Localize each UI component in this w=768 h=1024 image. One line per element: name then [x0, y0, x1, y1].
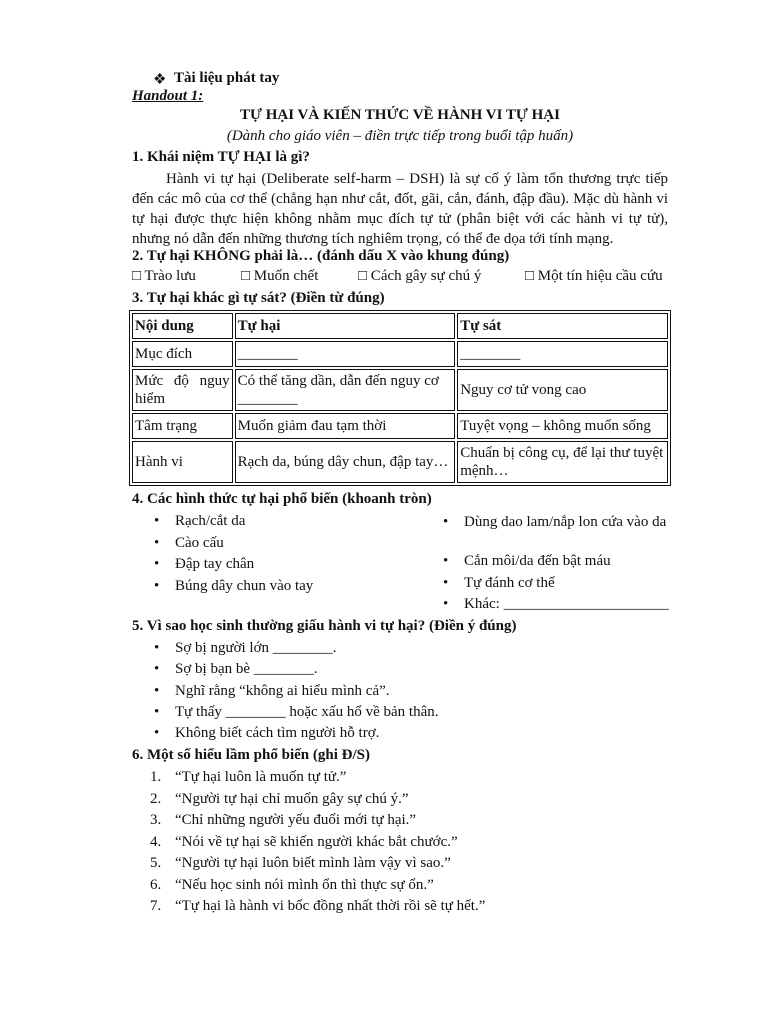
section-5-heading: 5. Vì sao học sinh thường giấu hành vi tự hại? (Điền ý đúng): [132, 618, 517, 634]
table-cell: Chuẩn bị công cụ, để lại thư tuyệt mệnh…: [457, 441, 668, 483]
handout-number: Handout 1:: [132, 88, 204, 104]
checkbox-option[interactable]: □ Cách gây sự chú ý: [358, 268, 482, 284]
table-cell: Rạch da, búng dây chun, đập tay…: [235, 441, 456, 483]
table-header-cell: Tự hại: [235, 313, 456, 339]
bullet-icon: •: [443, 575, 449, 591]
table-cell: ________: [457, 341, 668, 367]
checkbox-option[interactable]: □ Trào lưu: [132, 268, 196, 284]
section-2-options: [132, 268, 672, 288]
numbered-item: 4. “Nói về tự hại sẽ khiến người khác bắt chước.”: [150, 834, 458, 850]
table-cell: Mức độ nguy hiểm: [132, 369, 233, 411]
checkbox-option[interactable]: □ Muốn chết: [241, 268, 319, 284]
list-item: • Tự đánh cơ thể: [443, 575, 555, 591]
section-6-heading: 6. Một số hiểu lầm phổ biến (ghi Đ/S): [132, 747, 370, 763]
bullet-icon: •: [154, 683, 160, 699]
table-row: [132, 341, 668, 367]
bullet-icon: •: [443, 553, 449, 569]
table-header-cell: Tự sát: [457, 313, 668, 339]
table-header-cell: Nội dung: [132, 313, 233, 339]
list-item: • Búng dây chun vào tay: [154, 578, 314, 594]
list-item: • Cắn môi/da đến bật máu: [443, 553, 611, 569]
numbered-item: 3. “Chỉ những người yếu đuối mới tự hại.”: [150, 812, 417, 828]
list-item: • Tự thấy ________ hoặc xấu hổ về bản thân.: [154, 704, 439, 720]
document-title: TỰ HẠI VÀ KIẾN THỨC VỀ HÀNH VI TỰ HẠI: [240, 107, 560, 123]
bullet-icon: •: [154, 513, 160, 529]
table-cell: Có thể tăng dần, dẫn đến nguy cơ ________: [235, 369, 456, 411]
section-1-body: Hành vi tự hại (Deliberate self-harm – DSH) là sự cố ý làm tổn thương trực tiếp đến các mô của cơ thể (chẳng hạn như cắt, đốt, gãi, cắn, đánh, đập đầu). Mặc dù hành vi tự hại được thực hiện không nhằm mục đích tự tử (phân biệt với các hành vi tự tử), nhưng nó dẫn đến những thương tích nghiêm trọng, có thể đe dọa tới tính mạng.: [132, 171, 668, 247]
list-item: • Khác: ______________________: [443, 596, 669, 612]
bullet-icon: •: [154, 725, 160, 741]
numbered-item: 5. “Người tự hại luôn biết mình làm vậy vì sao.”: [150, 855, 451, 871]
bullet-icon: •: [154, 578, 160, 594]
list-item: • Dùng dao lam/nắp lon cứa vào da: [443, 514, 667, 530]
list-item: • Đập tay chân: [154, 556, 255, 572]
bullet-icon: •: [154, 556, 160, 572]
table-row: [132, 369, 668, 411]
numbered-item: 2. “Người tự hại chỉ muốn gây sự chú ý.”: [150, 791, 409, 807]
list-item: • Không biết cách tìm người hỗ trợ.: [154, 725, 380, 741]
bullet-icon: •: [154, 640, 160, 656]
list-item: • Nghĩ rằng “không ai hiểu mình cả”.: [154, 683, 390, 699]
table-cell: Muốn giảm đau tạm thời: [235, 413, 456, 439]
table-row: [132, 413, 668, 439]
table-cell: Nguy cơ tử vong cao: [457, 369, 668, 411]
table-cell: Tâm trạng: [132, 413, 233, 439]
table-cell: Mục đích: [132, 341, 233, 367]
numbered-item: 6. “Nếu học sinh nói mình ổn thì thực sự ổn.”: [150, 877, 434, 893]
bullet-icon: •: [154, 661, 160, 677]
comparison-table: [129, 310, 671, 486]
table-cell: Hành vi: [132, 441, 233, 483]
table-row: [132, 441, 668, 483]
list-item: • Sợ bị người lớn ________.: [154, 640, 337, 656]
bullet-icon: •: [154, 535, 160, 551]
bullet-icon: •: [443, 596, 449, 612]
section-3-heading: 3. Tự hại khác gì tự sát? (Điền từ đúng): [132, 290, 385, 306]
diamond-bullet-icon: ❖: [153, 72, 167, 88]
list-item: • Cào cấu: [154, 535, 224, 551]
section-1-paragraph: [132, 169, 668, 249]
numbered-item: 7. “Tự hại là hành vi bốc đồng nhất thời rồi sẽ tự hết.”: [150, 898, 486, 914]
list-item: • Sợ bị bạn bè ________.: [154, 661, 318, 677]
table-row: [132, 313, 668, 339]
list-item: • Rạch/cắt da: [154, 513, 246, 529]
section-1-heading: 1. Khái niệm TỰ HẠI là gì?: [132, 149, 310, 165]
table-cell: ________: [235, 341, 456, 367]
checkbox-option[interactable]: □ Một tín hiệu cầu cứu: [525, 268, 663, 284]
bullet-icon: •: [443, 514, 449, 530]
handout-label: Tài liệu phát tay: [174, 70, 280, 86]
bullet-icon: •: [154, 704, 160, 720]
section-2-heading: 2. Tự hại KHÔNG phải là… (đánh dấu X vào khung đúng): [132, 248, 510, 264]
numbered-item: 1. “Tự hại luôn là muốn tự tử.”: [150, 769, 347, 785]
table-cell: Tuyệt vọng – không muốn sống: [457, 413, 668, 439]
document-subtitle: (Dành cho giáo viên – điền trực tiếp trong buổi tập huấn): [226, 128, 574, 144]
section-4-heading: 4. Các hình thức tự hại phổ biến (khoanh tròn): [132, 491, 432, 507]
